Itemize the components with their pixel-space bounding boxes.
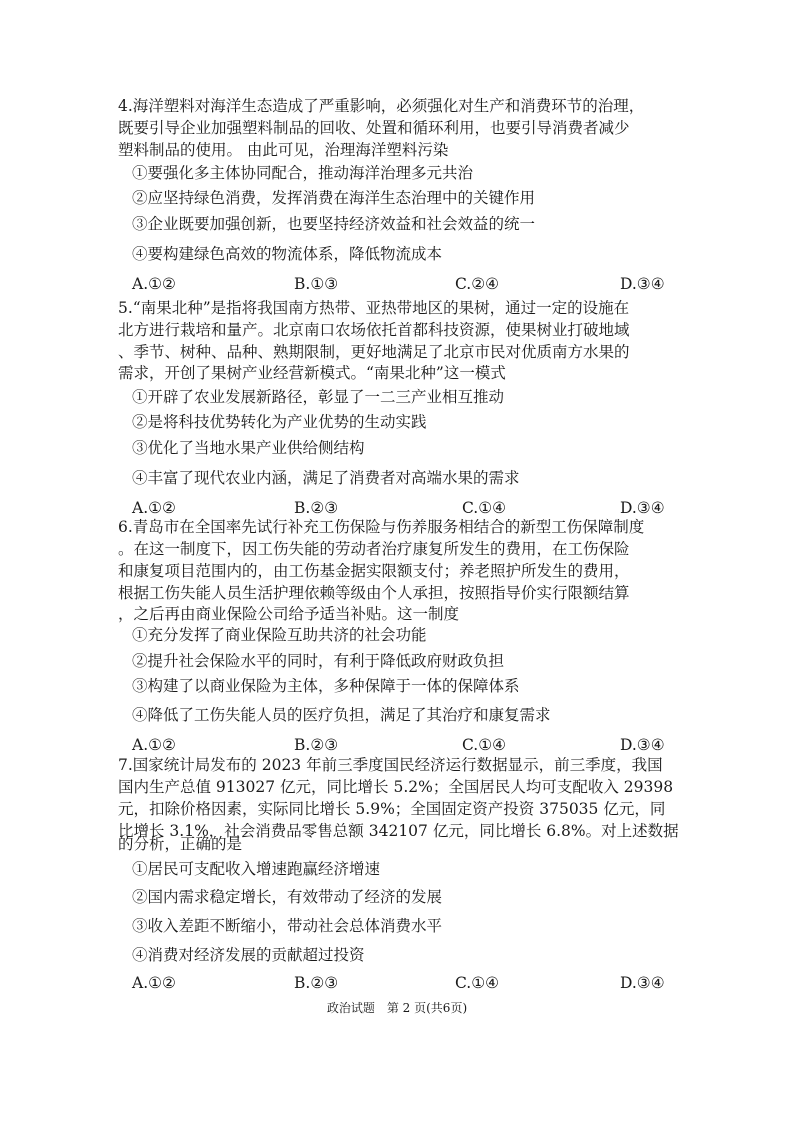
question-stem-line: ，之后再由商业保险公司给予适当补贴。这一制度 xyxy=(118,605,460,623)
choice-c[interactable]: C.①④ xyxy=(455,974,500,992)
question-stem-line: 、季节、树种、品种、熟期限制，更好地满足了北京市民对优质南方水果的 xyxy=(118,343,630,361)
question-stem-line: 需求，开创了果树产业经营新模式。“南果北种”这一模式 xyxy=(118,364,506,382)
option-1: ①开辟了农业发展新路径，彰显了一二三产业相互推动 xyxy=(132,388,505,406)
choice-a[interactable]: A.①② xyxy=(132,499,176,517)
question-stem-line: 。在这一制度下，因工伤失能的劳动者治疗康复所发生的费用，在工伤保险 xyxy=(118,540,630,558)
option-4: ④丰富了现代农业内涵，满足了消费者对高端水果的需求 xyxy=(132,469,520,487)
choice-c[interactable]: C.①④ xyxy=(462,499,507,517)
choice-c[interactable]: C.①④ xyxy=(462,736,507,754)
option-3: ③优化了当地水果产业供给侧结构 xyxy=(132,439,365,457)
option-1: ①居民可支配收入增速跑赢经济增速 xyxy=(132,860,381,878)
option-1: ①要强化多主体协同配合，推动海洋治理多元共治 xyxy=(132,164,474,182)
question-stem-line: 国内生产总值 913027 亿元，同比增长 5.2%；全国居民人均可支配收入 29398 xyxy=(118,778,674,796)
choice-b[interactable]: B.①③ xyxy=(294,275,339,293)
question-stem-line: 和康复项目范围内的，由工伤基金据实限额支付；养老照护所发生的费用， xyxy=(118,562,630,580)
choice-d[interactable]: D.③④ xyxy=(620,736,665,754)
question-stem-line: 塑料制品的使用。 由此可见，治理海洋塑料污染 xyxy=(118,141,449,159)
question-stem-line: 6.青岛市在全国率先试行补充工伤保险与伤养服务相结合的新型工伤保障制度 xyxy=(118,518,645,536)
question-stem-line: 7.国家统计局发布的 2023 年前三季度国民经济运行数据显示，前三季度，我国 xyxy=(118,756,663,774)
choice-d[interactable]: D.③④ xyxy=(620,499,665,517)
option-2: ②提升社会保险水平的同时，有利于降低政府财政负担 xyxy=(132,652,505,670)
choice-a[interactable]: A.①② xyxy=(132,275,176,293)
choice-b[interactable]: B.②③ xyxy=(294,974,339,992)
option-4: ④消费对经济发展的贡献超过投资 xyxy=(132,946,365,964)
option-4: ④降低了工伤失能人员的医疗负担，满足了其治疗和康复需求 xyxy=(132,706,551,724)
page-footer: 政治试题 第 2 页(共6页) xyxy=(326,1001,468,1015)
question-stem-line: 根据工伤失能人员生活护理依赖等级由个人承担，按照指导价实行限额结算 xyxy=(118,584,630,602)
option-3: ③构建了以商业保险为主体，多种保障于一体的保障体系 xyxy=(132,677,520,695)
question-stem-line: 既要引导企业加强塑料制品的回收、处置和循环利用，也要引导消费者减少 xyxy=(118,119,630,137)
question-stem-line: 5.“南果北种”是指将我国南方热带、亚热带地区的果树，通过一定的设施在 xyxy=(118,299,630,317)
choice-d[interactable]: D.③④ xyxy=(620,275,665,293)
option-2: ②应坚持绿色消费，发挥消费在海洋生态治理中的关键作用 xyxy=(132,189,536,207)
choice-c[interactable]: C.②④ xyxy=(455,275,500,293)
question-stem-line: 的分析，正确的是 xyxy=(118,835,243,853)
choice-a[interactable]: A.①② xyxy=(132,736,176,754)
option-2: ②国内需求稳定增长，有效带动了经济的发展 xyxy=(132,888,443,906)
choice-b[interactable]: B.②③ xyxy=(294,736,339,754)
question-stem-line: 4.海洋塑料对海洋生态造成了严重影响，必须强化对生产和消费环节的治理， xyxy=(118,97,645,115)
option-4: ④要构建绿色高效的物流体系，降低物流成本 xyxy=(132,245,443,263)
question-stem-line: 比增长 3.1%，社会消费品零售总额 342107 亿元，同比增长 6.8%。对上述数据 xyxy=(118,822,679,840)
choice-b[interactable]: B.②③ xyxy=(294,499,339,517)
choice-a[interactable]: A.①② xyxy=(132,974,176,992)
question-stem-line: 元，扣除价格因素，实际同比增长 5.9%；全国固定资产投资 375035 亿元，同 xyxy=(118,800,666,818)
option-1: ①充分发挥了商业保险互助共济的社会功能 xyxy=(132,626,427,644)
choice-d[interactable]: D.③④ xyxy=(620,974,665,992)
question-stem-line: 北方进行栽培和量产。北京南口农场依托首都科技资源，使果树业打破地域 xyxy=(118,321,630,339)
option-2: ②是将科技优势转化为产业优势的生动实践 xyxy=(132,413,427,431)
option-3: ③收入差距不断缩小，带动社会总体消费水平 xyxy=(132,917,443,935)
option-3: ③企业既要加强创新，也要坚持经济效益和社会效益的统一 xyxy=(132,215,536,233)
